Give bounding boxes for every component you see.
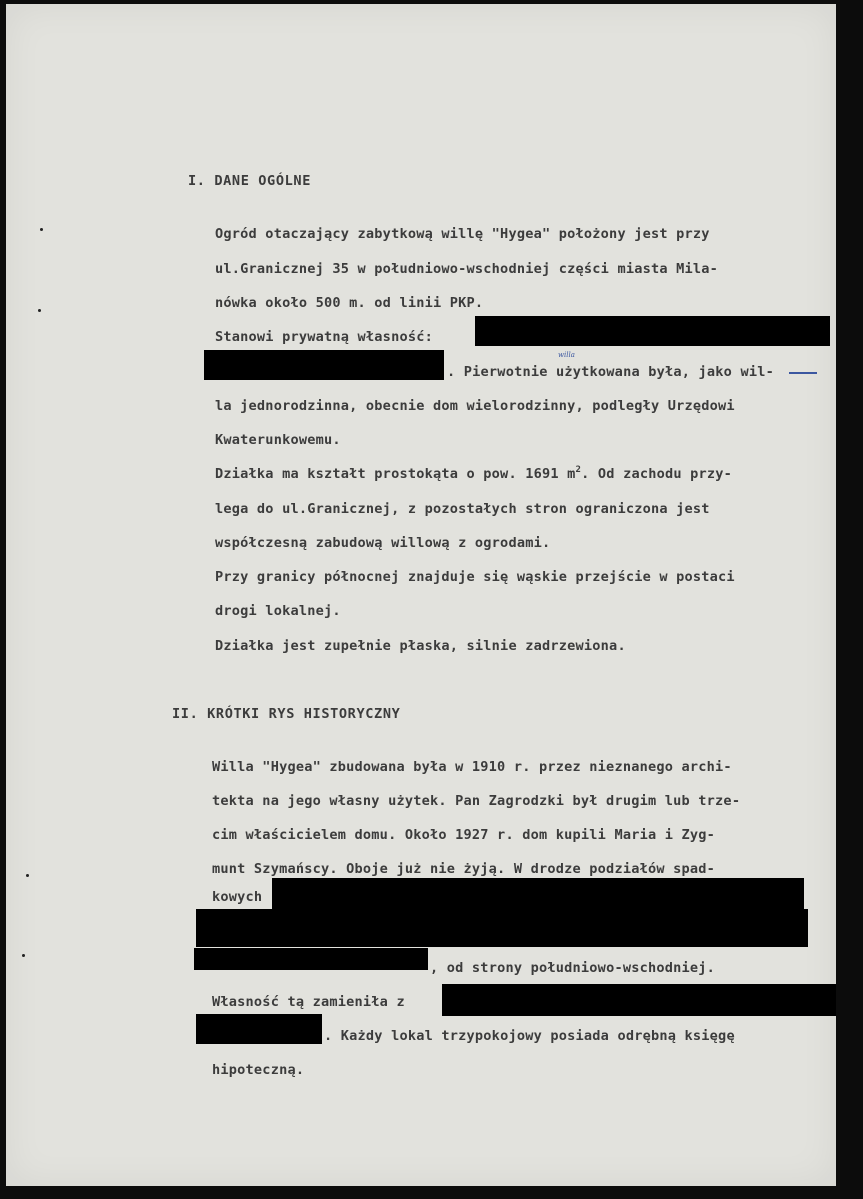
redaction-block xyxy=(194,948,428,970)
text-line: , od strony południowo-wschodniej. xyxy=(430,960,716,976)
area-superscript: 2 xyxy=(575,465,582,475)
punch-hole xyxy=(40,228,43,231)
text-line: . Każdy lokal trzypokojowy posiada odrębną księgę xyxy=(324,1028,735,1044)
document-page xyxy=(6,4,836,1186)
text-line: Działka jest zupełnie płaska, silnie zadrzewiona. xyxy=(215,638,626,654)
text-line: nówka około 500 m. od linii PKP. xyxy=(215,295,484,311)
text-line: tekta na jego własny użytek. Pan Zagrodzki był drugim lub trze- xyxy=(212,793,741,809)
text-line: munt Szymańscy. Oboje już nie żyją. W drodze podziałów spad- xyxy=(212,861,716,877)
section-1-heading: I. DANE OGÓLNE xyxy=(188,173,311,189)
redaction-block xyxy=(442,984,836,1016)
area-text-cont: . Od zachodu przy- xyxy=(581,466,733,482)
section-2-heading: II. KRÓTKI RYS HISTORYCZNY xyxy=(172,706,401,722)
punch-hole xyxy=(26,874,29,877)
text-line: Stanowi prywatną własność: xyxy=(215,329,433,345)
text-line: Ogród otaczający zabytkową willę "Hygea" położony jest przy xyxy=(215,226,710,242)
redaction-block xyxy=(475,316,830,346)
text-line: lega do ul.Granicznej, z pozostałych stron ograniczona jest xyxy=(215,501,710,517)
area-text: Działka ma kształt prostokąta o pow. 1691 m xyxy=(215,466,576,482)
text-line: . Pierwotnie użytkowana była, jako wil- xyxy=(447,364,774,380)
text-line: hipoteczną. xyxy=(212,1062,305,1078)
punch-hole xyxy=(38,309,41,312)
text-line: współczesną zabudową willową z ogrodami. xyxy=(215,535,551,551)
text-line: kowych xyxy=(212,889,263,905)
text-line xyxy=(215,466,732,482)
text-line: Własność tą zamieniła z xyxy=(212,994,405,1010)
redaction-block xyxy=(204,350,444,380)
punch-hole xyxy=(22,954,25,957)
text-line: cim właścicielem domu. Około 1927 r. dom kupili Maria i Zyg- xyxy=(212,827,716,843)
redaction-block xyxy=(196,1014,322,1044)
strike-through-mark xyxy=(789,372,817,374)
redaction-block xyxy=(272,878,804,912)
text-line: Willa "Hygea" zbudowana była w 1910 r. przez nieznanego archi- xyxy=(212,759,732,775)
text-line: la jednorodzinna, obecnie dom wielorodzinny, podległy Urzędowi xyxy=(215,398,735,414)
handwritten-note: willa xyxy=(558,351,575,359)
text-line: Przy granicy północnej znajduje się wąskie przejście w postaci xyxy=(215,569,735,585)
text-line: ul.Granicznej 35 w południowo-wschodniej części miasta Mila- xyxy=(215,261,719,277)
text-line: drogi lokalnej. xyxy=(215,603,341,619)
text-line: Kwaterunkowemu. xyxy=(215,432,341,448)
redaction-block xyxy=(196,909,808,947)
